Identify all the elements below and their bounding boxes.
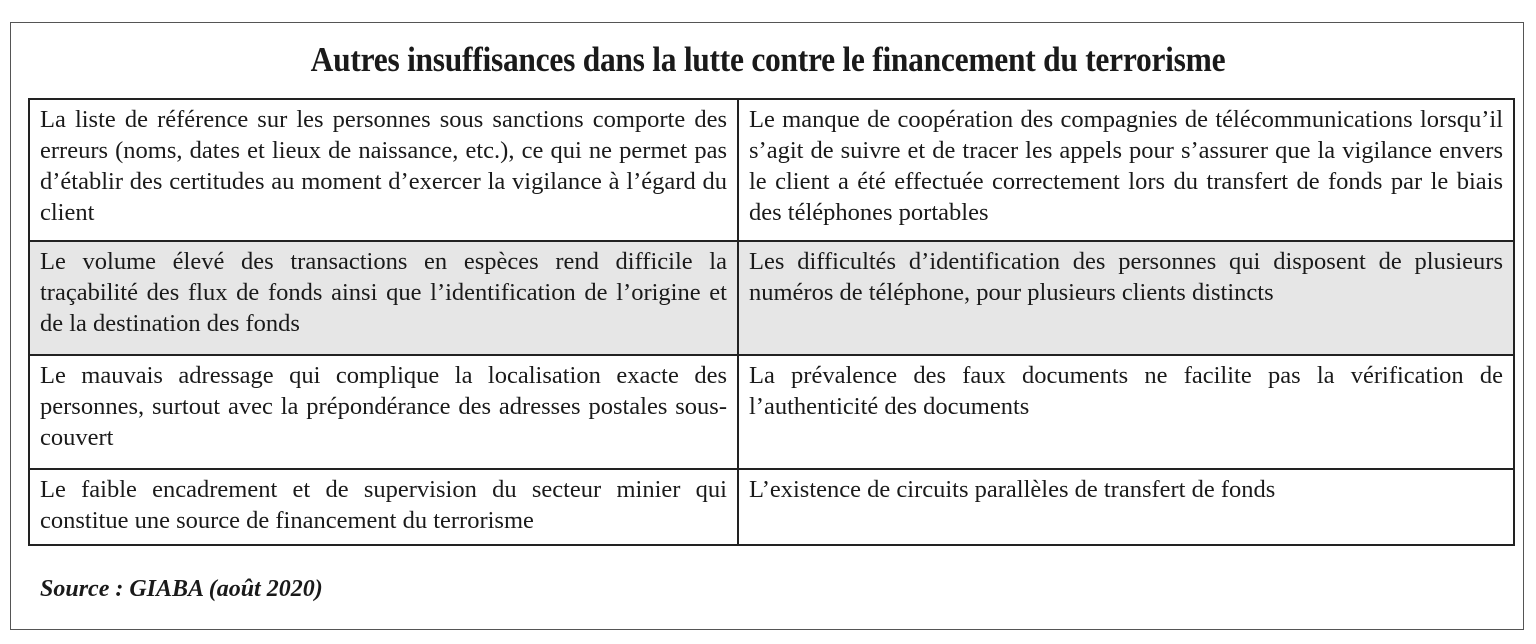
table-row (29, 355, 1514, 469)
table-row (29, 469, 1514, 545)
table-cell-right: La prévalence des faux documents ne facilite pas la vérification de l’authenticité des documents (738, 355, 1514, 469)
table-cell-left: Le faible encadrement et de supervision du secteur minier qui constitue une source de financement du terrorisme (29, 469, 738, 545)
table-cell-right: Le manque de coopération des compagnies de télécommunications lorsqu’il s’agit de suivre et de tracer les appels pour s’assurer que la vigilance envers le client a été effectuée correctement lors du transfert de fonds par le biais des téléphones portables (738, 99, 1514, 241)
table-cell-left: Le volume élevé des transactions en espèces rend difficile la traçabilité des flux de fonds ainsi que l’identification de l’origine et de la destination des fonds (29, 241, 738, 355)
table-cell-right: Les difficultés d’identification des personnes qui disposent de plusieurs numéros de téléphone, pour plusieurs clients distincts (738, 241, 1514, 355)
source-note: Source : GIABA (août 2020) (40, 576, 323, 602)
insufficiencies-table (28, 98, 1515, 546)
table-cell-left: Le mauvais adressage qui complique la localisation exacte des personnes, surtout avec la prépondérance des adresses postales sous-couvert (29, 355, 738, 469)
table-row (29, 99, 1514, 241)
table-row (29, 241, 1514, 355)
table-cell-right: L’existence de circuits parallèles de transfert de fonds (738, 469, 1514, 545)
table-cell-left: La liste de référence sur les personnes sous sanctions comporte des erreurs (noms, dates et lieux de naissance, etc.), ce qui ne permet pas d’établir des certitudes au moment d’exercer la vigilance à l’égard du client (29, 99, 738, 241)
document-title: Autres insuffisances dans la lutte contre le financement du terrorisme (310, 40, 1226, 79)
